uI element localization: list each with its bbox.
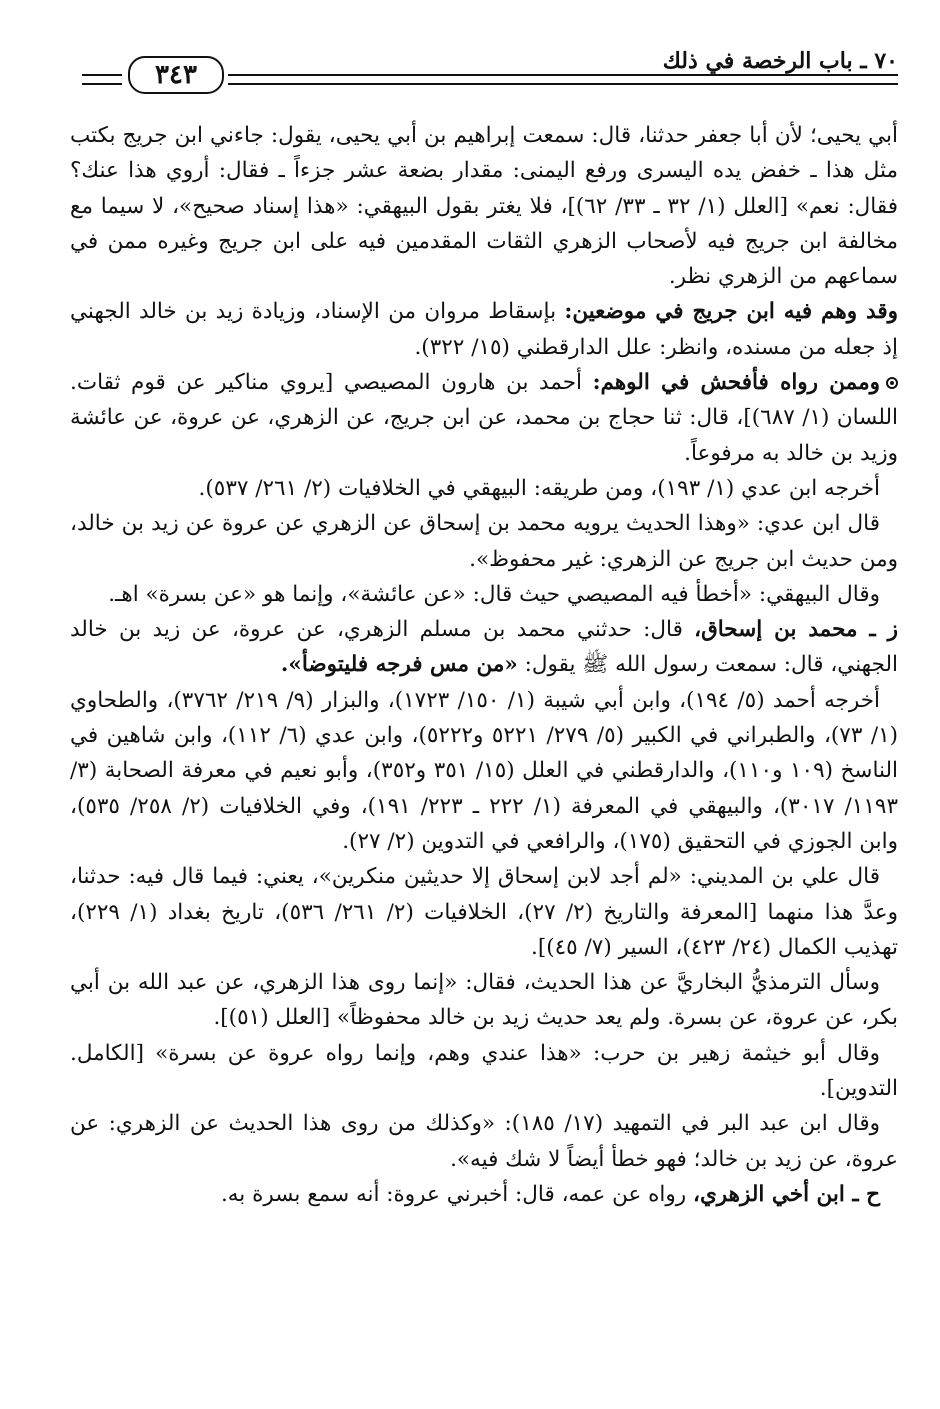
text-run: أخرجه أحمد (٥/ ١٩٤)، وابن أبي شيبة (١/ ١٥٠/ ١٧٢٣)، والبزار (٩/ ٢١٩/ ٣٧٦٢)، والطحاوي (١/ ٧٣)، والطبراني في الكبير (٥/ ٢٧٩/ ٥٢٢١ و٥٢٢٢)، وابن عدي (٦/ ١١٢)، وابن شاهين في الناسخ (١٠٩ و١١٠)، والدارقطني في العلل (١٥/ ٣٥١ و٣٥٢)، وأبو نعيم في معرفة الصحابة (٣/ ١١٩٣/ ٣٠١٧)، والبيهقي في المعرفة (١/ ٢٢٢ ـ ٢٢٣/ ١٩١)، وفي الخلافيات (٢/ ٢٥٨/ ٥٣٥)، وابن الجوزي في التحقيق (١٧٥)، والرافعي في التدوين (٢/ ٢٧). [70, 687, 899, 854]
text-run: بإسقاط مروان من الإسناد، وزيادة زيد بن خالد الجهني إذ جعله من مسنده، وانظر: علل الدارقطني (١٥/ ٣٢٢). [70, 299, 898, 360]
page-number: ٣٤٣ [128, 56, 224, 94]
paragraph [70, 965, 898, 1036]
bold-text: ز ـ محمد بن إسحاق، [694, 617, 898, 643]
paragraph [70, 365, 898, 471]
text-run: قال علي بن المديني: «لم أجد لابن إسحاق إلا حديثين منكرين»، يعني: فيما قال فيه: حدثنا، وعدَّ هذا منهما [المعرفة والتاريخ (٢/ ٢٧)، الخلافيات (٢/ ٢٦١/ ٥٣٦)، تاريخ بغداد (١/ ٢٢٩)، تهذيب الكمال (٢٤/ ٤٢٣)، السير (٧/ ٤٥)]. [70, 864, 899, 960]
paragraph [70, 859, 898, 965]
main-text [70, 118, 898, 1212]
text-run: قال ابن عدي: «وهذا الحديث يرويه محمد بن إسحاق عن الزهري عن عروة عن زيد بن خالد، ومن حديث ابن جريج عن الزهري: غير محفوظ». [70, 511, 898, 572]
paragraph [70, 1106, 898, 1177]
header-double-rule [228, 74, 898, 85]
bold-text: ح ـ ابن أخي الزهري، [693, 1181, 880, 1207]
circle-bullet-icon [886, 377, 898, 389]
paragraph [70, 118, 898, 294]
paragraph [70, 577, 898, 612]
paragraph [70, 506, 898, 577]
text-run: أبي يحيى؛ لأن أبا جعفر حدثنا، قال: سمعت إبراهيم بن أبي يحيى، يقول: جاءني ابن جريج بكتب مثل هذا ـ خفض يده اليسرى ورفع اليمنى: مقدار بضعة عشر جزءاً ـ فقال: أروي هذا عنك؟ فقال: نعم» [العلل (١/ ٣٢ ـ ٣٣/ ٦٢)]، فلا يغتر بقول البيهقي: «هذا إسناد صحيح»، لا سيما مع مخالفة ابن جريج فيه لأصحاب الزهري الثقات المقدمين فيه على ابن جريج وغيره ممن في سماعهم من الزهري نظر. [70, 123, 899, 290]
paragraph [70, 1177, 898, 1212]
paragraph [70, 612, 898, 683]
text-run: وقال البيهقي: «أخطأ فيه المصيصي حيث قال: «عن عائشة»، وإنما هو «عن بسرة» اهـ. [108, 581, 880, 607]
paragraph [70, 1036, 898, 1107]
text-run: قال: حدثني محمد بن مسلم الزهري، عن عروة، عن زيد بن خالد الجهني، قال: سمعت رسول الله ﷺ يقول: [70, 617, 898, 678]
bold-text: «من مس فرجه فليتوضأ». [280, 652, 518, 678]
paragraph [70, 683, 898, 859]
text-run: أخرجه ابن عدي (١/ ١٩٣)، ومن طريقه: البيهقي في الخلافيات (٢/ ٢٦١/ ٥٣٧). [198, 475, 880, 501]
text-run: وقال أبو خيثمة زهير بن حرب: «هذا عندي وهم، وإنما رواه عروة عن بسرة» [الكامل. التدوين]. [70, 1040, 898, 1102]
chapter-title: ٧٠ ـ باب الرخصة في ذلك [662, 48, 898, 74]
text-run: وسأل الترمذيُّ البخاريَّ عن هذا الحديث، فقال: «إنما روى هذا الزهري، عن عبد الله بن أبي بكر، عن عروة، عن بسرة. ولم يعد حديث زيد بن خالد محفوظاً» [العلل (٥١)]. [70, 970, 898, 1031]
bold-text: وممن رواه فأفحش في الوهم: [592, 370, 880, 396]
text-run: رواه عن عمه، قال: أخبرني عروة: أنه سمع بسرة به. [220, 1181, 694, 1207]
text-run: أحمد بن هارون المصيصي [يروي مناكير عن قوم ثقات. اللسان (١/ ٦٨٧)]، قال: ثنا حجاج بن محمد، عن ابن جريج، عن الزهري، عن عروة، عن عائشة وزيد بن خالد به مرفوعاً. [70, 370, 899, 466]
bold-text: وقد وهم فيه ابن جريج في موضعين: [564, 299, 898, 325]
page-header [82, 44, 898, 92]
paragraph [70, 294, 898, 365]
paragraph [70, 471, 898, 506]
text-run: وقال ابن عبد البر في التمهيد (١٧/ ١٨٥): «وكذلك من روى هذا الحديث عن الزهري: عن عروة، عن زيد بن خالد؛ فهو خطأ أيضاً لا شك فيه». [70, 1111, 898, 1172]
header-double-rule-left [82, 74, 122, 85]
